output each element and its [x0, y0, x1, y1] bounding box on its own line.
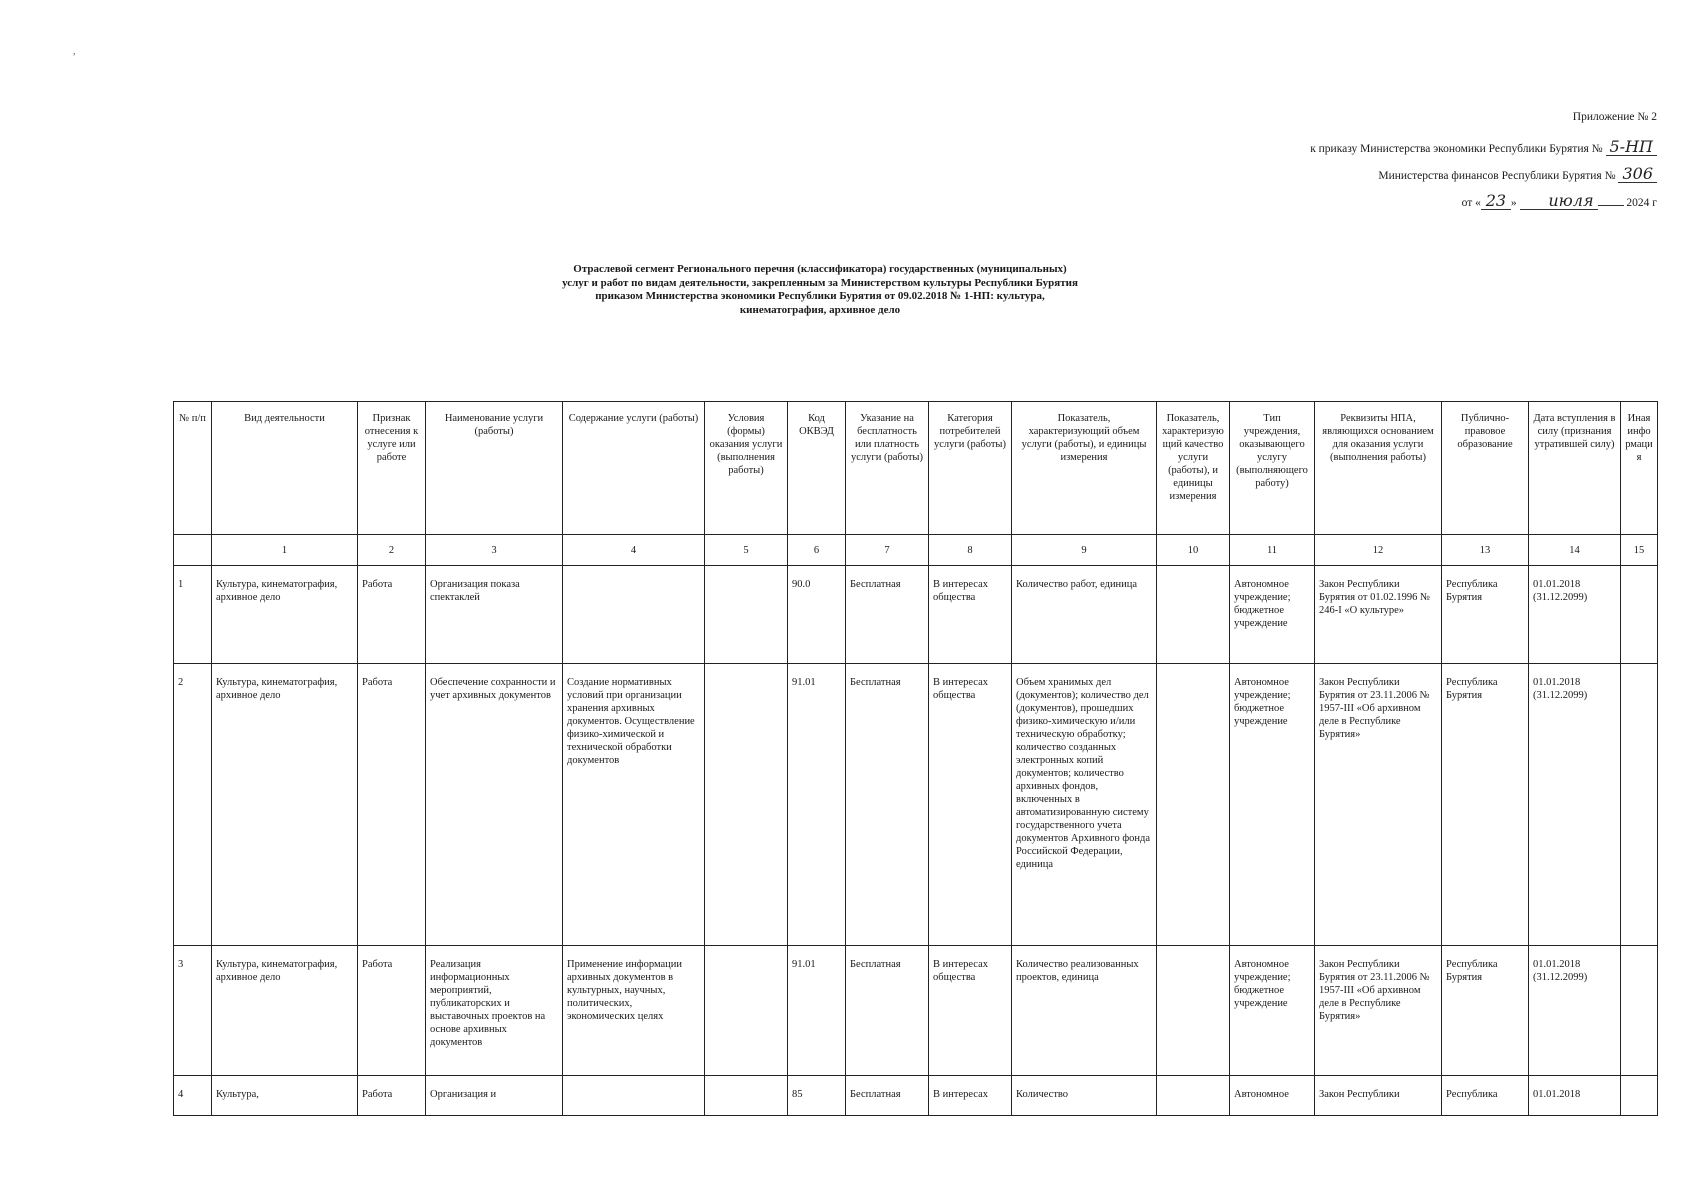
cell-okved: 90.0: [788, 566, 846, 664]
cell-other: [1621, 946, 1658, 1076]
column-header: Наименование услуги (работы): [426, 402, 563, 535]
cell-quality: [1157, 566, 1230, 664]
cell-sign: Работа: [358, 946, 426, 1076]
column-number: 4: [563, 535, 705, 566]
column-number-row: [174, 535, 1658, 566]
cell-npa: Закон Республики Бурятия от 23.11.2006 № 1957-III «Об архивном деле в Республике Бурятия»: [1315, 946, 1442, 1076]
cell-volume: Количество реализованных проектов, единица: [1012, 946, 1157, 1076]
cell-quality: [1157, 946, 1230, 1076]
date-prefix: от «: [1461, 197, 1481, 209]
cell-content: [563, 1076, 705, 1116]
cell-num: 1: [174, 566, 212, 664]
cell-consumers: В интересах общества: [929, 664, 1012, 946]
column-number: 12: [1315, 535, 1442, 566]
table-row: [174, 566, 1658, 664]
cell-sign: Работа: [358, 1076, 426, 1116]
column-number: 5: [705, 535, 788, 566]
cell-consumers: В интересах: [929, 1076, 1012, 1116]
cell-quality: [1157, 1076, 1230, 1116]
cell-other: [1621, 566, 1658, 664]
column-number: 11: [1230, 535, 1315, 566]
column-header: Код ОКВЭД: [788, 402, 846, 535]
date-day: 23: [1481, 193, 1511, 210]
cell-content: Применение информации архивных документов в культурных, научных, политических, экономических целях: [563, 946, 705, 1076]
column-header: Условия (формы) оказания услуги (выполнения работы): [705, 402, 788, 535]
document-title: Отраслевой сегмент Регионального перечня (классификатора) государственных (муниципальных) услуг и работ по видам деятельности, закрепленным за Министерством культуры Республики Бурятия приказом Министерства экономики Республики Бурятия от 09.02.2018 № 1-НП: культура, кинематография, архивное дело: [562, 263, 1078, 316]
column-number: 13: [1442, 535, 1529, 566]
column-number: 1: [212, 535, 358, 566]
column-number: 2: [358, 535, 426, 566]
column-header: Вид деятельности: [212, 402, 358, 535]
cell-date: 01.01.2018 (31.12.2099): [1529, 946, 1621, 1076]
cell-conditions: [705, 946, 788, 1076]
column-header: Публично-правовое образование: [1442, 402, 1529, 535]
column-header: Содержание услуги (работы): [563, 402, 705, 535]
appendix-header: [1310, 112, 1657, 220]
column-number: 10: [1157, 535, 1230, 566]
column-header: Указание на бесплатность или платность услуги (работы): [846, 402, 929, 535]
column-number: 8: [929, 535, 1012, 566]
cell-activity: Культура,: [212, 1076, 358, 1116]
cell-inst-type: Автономное учреждение; бюджетное учреждение: [1230, 566, 1315, 664]
column-number: 15: [1621, 535, 1658, 566]
cell-consumers: В интересах общества: [929, 946, 1012, 1076]
column-number: [174, 535, 212, 566]
registry-table: [173, 401, 1658, 1116]
table-body: [174, 566, 1658, 1116]
column-header: Категория потребителей услуги (работы): [929, 402, 1012, 535]
cell-other: [1621, 1076, 1658, 1116]
table-header-row: [174, 402, 1658, 535]
cell-conditions: [705, 566, 788, 664]
cell-inst-type: Автономное: [1230, 1076, 1315, 1116]
cell-content: Создание нормативных условий при организации хранения архивных документов. Осуществление физико-химической и технической обработки документов: [563, 664, 705, 946]
cell-other: [1621, 664, 1658, 946]
cell-name: Обеспечение сохранности и учет архивных документов: [426, 664, 563, 946]
cell-payment: Бесплатная: [846, 664, 929, 946]
cell-payment: Бесплатная: [846, 946, 929, 1076]
cell-name: Реализация информационных мероприятий, публикаторских и выставочных проектов на основе архивных документов: [426, 946, 563, 1076]
column-number: 6: [788, 535, 846, 566]
cell-num: 2: [174, 664, 212, 946]
column-header: Признак отнесения к услуге или работе: [358, 402, 426, 535]
column-number: 3: [426, 535, 563, 566]
appendix-date: [1310, 193, 1657, 220]
cell-date: 01.01.2018: [1529, 1076, 1621, 1116]
column-header: Реквизиты НПА, являющихся основанием для оказания услуги (выполнения работы): [1315, 402, 1442, 535]
column-header: Показатель, характеризующий объем услуги (работы), и единицы измерения: [1012, 402, 1157, 535]
cell-num: 4: [174, 1076, 212, 1116]
cell-entity: Республика: [1442, 1076, 1529, 1116]
date-year: 2024 г: [1626, 197, 1657, 209]
order-econ-prefix: к приказу Министерства экономики Республики Бурятия №: [1310, 143, 1603, 155]
cell-okved: 91.01: [788, 664, 846, 946]
cell-npa: Закон Республики Бурятия от 23.11.2006 № 1957-III «Об архивном деле в Республике Бурятия»: [1315, 664, 1442, 946]
cell-volume: Количество работ, единица: [1012, 566, 1157, 664]
column-header: Дата вступления в силу (признания утратившей силу): [1529, 402, 1621, 535]
cell-conditions: [705, 1076, 788, 1116]
cell-num: 3: [174, 946, 212, 1076]
cell-npa: Закон Республики: [1315, 1076, 1442, 1116]
column-number: 7: [846, 535, 929, 566]
cell-date: 01.01.2018 (31.12.2099): [1529, 566, 1621, 664]
date-blank: [1598, 193, 1624, 206]
column-header: Показатель, характеризующий качество услуги (работы), и единицы измерения: [1157, 402, 1230, 535]
cell-sign: Работа: [358, 566, 426, 664]
cell-quality: [1157, 664, 1230, 946]
date-month: июля: [1520, 193, 1598, 210]
cell-name: Организация и: [426, 1076, 563, 1116]
column-number: 14: [1529, 535, 1621, 566]
cell-volume: Количество: [1012, 1076, 1157, 1116]
cell-inst-type: Автономное учреждение; бюджетное учреждение: [1230, 664, 1315, 946]
cell-date: 01.01.2018 (31.12.2099): [1529, 664, 1621, 946]
cell-payment: Бесплатная: [846, 1076, 929, 1116]
cell-payment: Бесплатная: [846, 566, 929, 664]
appendix-title: Приложение № 2: [1572, 111, 1657, 123]
appendix-order-fin: [1310, 166, 1657, 193]
cell-entity: Республика Бурятия: [1442, 566, 1529, 664]
cell-conditions: [705, 664, 788, 946]
cell-okved: 91.01: [788, 946, 846, 1076]
cell-volume: Объем хранимых дел (документов); количество дел (документов), прошедших физико-химическую и/или техническую обработку; количество созданных электронных копий документов; количество архивных фондов, включенных в автоматизированную систему государственного учета документов Архивного фонда Российской Федерации, единица: [1012, 664, 1157, 946]
order-fin-prefix: Министерства финансов Республики Бурятия №: [1378, 170, 1616, 182]
cell-consumers: В интересах общества: [929, 566, 1012, 664]
cell-content: [563, 566, 705, 664]
table-row: [174, 1076, 1658, 1116]
column-number: 9: [1012, 535, 1157, 566]
cell-sign: Работа: [358, 664, 426, 946]
cell-activity: Культура, кинематография, архивное дело: [212, 566, 358, 664]
column-header: № п/п: [174, 402, 212, 535]
cell-entity: Республика Бурятия: [1442, 946, 1529, 1076]
cell-okved: 85: [788, 1076, 846, 1116]
cell-activity: Культура, кинематография, архивное дело: [212, 946, 358, 1076]
cell-entity: Республика Бурятия: [1442, 664, 1529, 946]
scan-mark: ,: [73, 46, 76, 57]
cell-npa: Закон Республики Бурятия от 01.02.1996 № 246-I «О культуре»: [1315, 566, 1442, 664]
cell-name: Организация показа спектаклей: [426, 566, 563, 664]
column-header: Иная информация: [1621, 402, 1658, 535]
order-fin-number: 306: [1618, 166, 1657, 183]
order-econ-number: 5-НП: [1606, 139, 1658, 156]
cell-inst-type: Автономное учреждение; бюджетное учреждение: [1230, 946, 1315, 1076]
column-header: Тип учреждения, оказывающего услугу (выполняющего работу): [1230, 402, 1315, 535]
cell-activity: Культура, кинематография, архивное дело: [212, 664, 358, 946]
table-row: [174, 946, 1658, 1076]
appendix-order-econ: [1310, 139, 1657, 166]
table-row: [174, 664, 1658, 946]
date-mid: »: [1510, 197, 1517, 209]
